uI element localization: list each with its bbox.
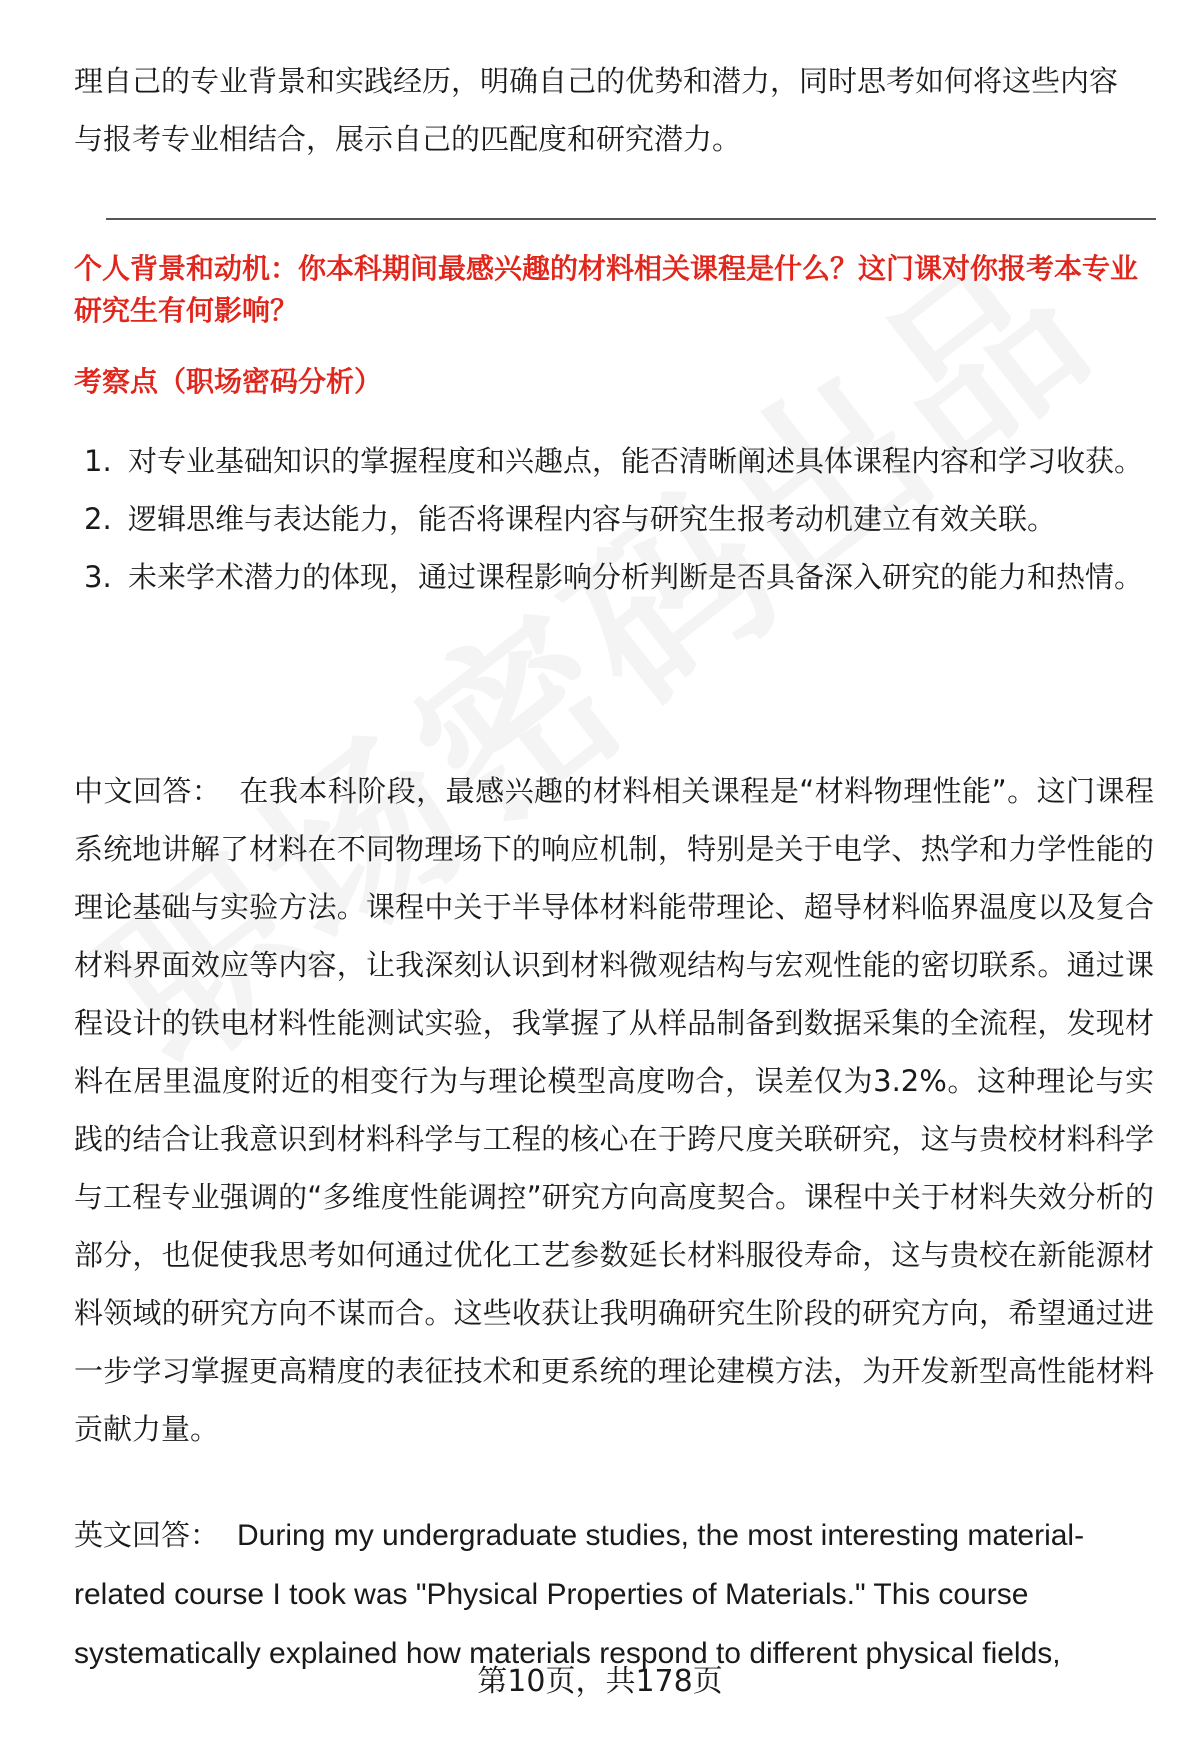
list-item — [84, 490, 1144, 548]
question-title: 个人背景和动机：你本科期间最感兴趣的材料相关课程是什么？这门课对你报考本专业研究生有何影响？ — [74, 252, 1139, 327]
chinese-answer — [74, 762, 1154, 1458]
list-item-number: 2. — [84, 502, 112, 536]
evaluation-points-list — [84, 432, 1144, 606]
english-answer — [74, 1506, 1154, 1683]
english-answer-text: During my undergraduate studies, the most interesting material-related course I took was "Physical Properties of Materials." This course systematically explained how materials respond to different physical fields, — [74, 1519, 1085, 1670]
section-label: 考察点（职场密码分析） — [74, 365, 383, 398]
list-item-text: 逻辑思维与表达能力，能否将课程内容与研究生报考动机建立有效关联。 — [128, 502, 1057, 536]
intro-line-1: 理自己的专业背景和实践经历，明确自己的优势和潜力，同时思考如何将这些内容 — [74, 64, 1119, 98]
chinese-answer-text: 在我本科阶段，最感兴趣的材料相关课程是“材料物理性能”。这门课程系统地讲解了材料在不同物理场下的响应机制，特别是关于电学、热学和力学性能的理论基础与实验方法。课程中关于半导体材料能带理论、超导材料临界温度以及复合材料界面效应等内容，让我深刻认识到材料微观结构与宏观性能的密切联系。通过课程设计的铁电材料性能测试实验，我掌握了从样品制备到数据采集的全流程，发现材料在居里温度附近的相变行为与理论模型高度吻合，误差仅为3.2%。这种理论与实践的结合让我意识到材料科学与工程的核心在于跨尺度关联研究，这与贵校材料科学与工程专业强调的“多维度性能调控”研究方向高度契合。课程中关于材料失效分析的部分，也促使我思考如何通过优化工艺参数延长材料服役寿命，这与贵校在新能源材料领域的研究方向不谋而合。这些收获让我明确研究生阶段的研究方向，希望通过进一步学习掌握更高精度的表征技术和更系统的理论建模方法，为开发新型高性能材料贡献力量。 — [74, 774, 1154, 1446]
intro-paragraph — [74, 52, 1154, 168]
list-item — [84, 548, 1144, 606]
list-item — [84, 432, 1144, 490]
chinese-answer-label: 中文回答： — [74, 774, 222, 808]
list-item-text: 未来学术潜力的体现，通过课程影响分析判断是否具备深入研究的能力和热情。 — [128, 560, 1144, 594]
english-answer-label: 英文回答： — [74, 1518, 220, 1552]
list-item-number: 1. — [84, 444, 112, 478]
intro-line-2: 与报考专业相结合，展示自己的匹配度和研究潜力。 — [74, 122, 742, 156]
section-divider — [106, 218, 1156, 220]
list-item-number: 3. — [84, 560, 112, 594]
list-item-text: 对专业基础知识的掌握程度和兴趣点，能否清晰阐述具体课程内容和学习收获。 — [128, 444, 1144, 478]
page-number: 第10页，共178页 — [477, 1664, 723, 1699]
